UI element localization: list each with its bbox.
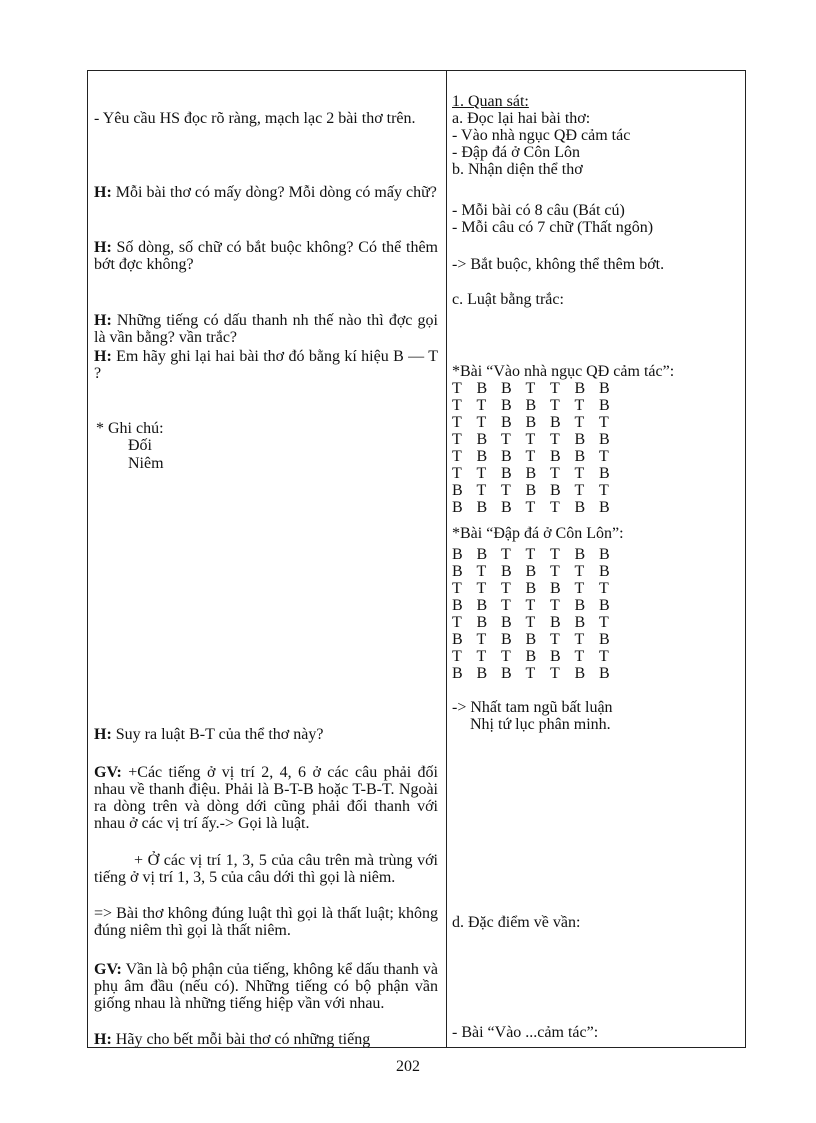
question-label: H:	[94, 184, 112, 201]
bt-row	[452, 580, 624, 597]
question-text: Suy ra luật B-T của thể thơ này?	[111, 726, 324, 743]
bt-mark: B	[599, 546, 610, 563]
bt-mark: T	[550, 597, 560, 614]
bt-mark: T	[501, 482, 511, 499]
question-text: Mỗi bài thơ có mấy dòng? Mỗi dòng có mấy chữ?	[111, 184, 437, 201]
bt-mark: T	[452, 648, 462, 665]
bt-mark: B	[476, 597, 488, 614]
bt-mark: B	[574, 597, 586, 614]
bt-row	[452, 631, 624, 648]
bt-mark: T	[476, 465, 487, 482]
bt-mark: B	[574, 431, 586, 448]
lesson-table	[87, 70, 746, 1048]
bt-mark: B	[599, 397, 610, 414]
bt-mark: T	[525, 499, 536, 516]
bt-mark: B	[525, 465, 537, 482]
bt-mark: B	[501, 465, 512, 482]
bt-mark: B	[550, 482, 561, 499]
bt-mark: B	[501, 614, 512, 631]
bt-row	[452, 614, 624, 631]
bt-mark: T	[501, 580, 511, 597]
question-rule	[94, 726, 438, 743]
left-column	[94, 71, 438, 1047]
teacher-explanation-rhyme	[94, 961, 438, 1012]
question-label: H:	[94, 239, 112, 256]
bt-mark: B	[525, 631, 537, 648]
bt-row	[452, 448, 624, 465]
bt-row	[452, 482, 624, 499]
bt-mark: B	[501, 448, 512, 465]
bt-mark: B	[476, 546, 488, 563]
bt-mark: B	[501, 665, 512, 682]
bt-mark: T	[476, 648, 487, 665]
bt-mark: T	[476, 482, 487, 499]
bt-mark: T	[525, 546, 536, 563]
bt-mark: T	[574, 482, 585, 499]
bt-mark: B	[550, 648, 561, 665]
question-text: Em hãy ghi lại hai bài thơ đó bằng kí hiệu B — T ?	[94, 348, 438, 382]
bt-mark: B	[599, 380, 610, 397]
bt-mark: T	[501, 431, 511, 448]
bt-mark: B	[452, 482, 463, 499]
bt-mark: B	[599, 465, 610, 482]
bt-mark: B	[574, 448, 586, 465]
rule-line-1: -> Nhất tam ngũ bất luận	[452, 699, 613, 716]
question-label: H:	[94, 1031, 112, 1048]
poem1-bt-grid	[452, 380, 624, 516]
bt-mark: B	[550, 414, 561, 431]
bt-mark: T	[525, 448, 536, 465]
section-heading-observe: 1. Quan sát:	[452, 93, 529, 110]
bt-mark: T	[574, 414, 585, 431]
bt-mark: T	[599, 580, 609, 597]
question-notation	[94, 348, 438, 382]
bt-mark: B	[525, 482, 537, 499]
bt-mark: T	[599, 614, 609, 631]
bt-mark: B	[574, 614, 586, 631]
bt-mark: B	[599, 665, 610, 682]
bt-row	[452, 546, 624, 563]
bt-mark: T	[525, 665, 536, 682]
teacher-label: GV:	[94, 764, 122, 781]
question-tones	[94, 312, 438, 346]
question-mandatory	[94, 239, 438, 273]
bt-mark: T	[476, 631, 487, 648]
bt-mark: T	[550, 563, 560, 580]
teacher-label: GV:	[94, 961, 122, 978]
bt-mark: B	[525, 414, 537, 431]
bt-row	[452, 380, 624, 397]
bt-mark: T	[501, 597, 511, 614]
bt-mark: T	[525, 380, 536, 397]
bt-row	[452, 465, 624, 482]
bt-mark: T	[452, 380, 462, 397]
bt-mark: B	[525, 580, 537, 597]
bt-mark: T	[574, 397, 585, 414]
bt-mark: B	[501, 499, 512, 516]
bt-mark: T	[452, 465, 462, 482]
question-text: Hãy cho bết mỗi bài thơ có những tiếng	[111, 1031, 371, 1048]
bt-row	[452, 431, 624, 448]
bt-mark: B	[599, 597, 610, 614]
teacher-text: Vần là bộ phận của tiếng, không kể dấu thanh và phụ âm đầu (nếu có). Những tiếng có bộ phận vần giống nhau là những tiếng hiệp vần với nhau.	[94, 961, 438, 1012]
bt-row	[452, 499, 624, 516]
question-line-count	[94, 184, 438, 201]
bt-mark: T	[476, 563, 487, 580]
bt-mark: B	[550, 614, 561, 631]
item-d: d. Đặc điểm về vần:	[452, 914, 581, 931]
poem2-title: *Bài “Đập đá ở Côn Lôn”:	[452, 525, 624, 542]
bt-mark: B	[525, 397, 537, 414]
rule-line-2: Nhị tứ lục phân minh.	[470, 716, 611, 733]
note-item-doi: Đối	[128, 437, 152, 454]
bt-mark: T	[574, 563, 585, 580]
right-column	[452, 71, 742, 1047]
bt-mark: T	[599, 414, 609, 431]
poem1-title: *Bài “Vào nhà ngục QĐ cảm tác”:	[452, 363, 675, 380]
question-text: Những tiếng có dấu thanh nh thế nào thì đợc gọi là vần bằng? vần trắc?	[94, 312, 438, 346]
page-number: 202	[396, 1058, 420, 1075]
bt-mark: T	[452, 431, 462, 448]
bt-mark: B	[501, 380, 512, 397]
rhyme-poem-1: - Bài “Vào ...cảm tác”:	[452, 1024, 599, 1041]
question-rhyme	[94, 1031, 438, 1048]
bt-mark: B	[599, 563, 610, 580]
bt-mark: T	[550, 665, 560, 682]
bt-mark: T	[501, 648, 511, 665]
bt-mark: T	[452, 580, 462, 597]
question-label: H:	[94, 312, 112, 329]
note-item-niem: Niêm	[128, 455, 164, 472]
bt-mark: B	[452, 631, 463, 648]
bt-mark: B	[476, 499, 488, 516]
bt-mark: T	[550, 397, 560, 414]
bt-mark: T	[550, 465, 560, 482]
poem-name-2: - Đập đá ở Côn Lôn	[452, 144, 580, 161]
bt-mark: B	[452, 597, 463, 614]
bt-mark: B	[476, 614, 488, 631]
bt-mark: B	[476, 665, 488, 682]
bt-mark: B	[550, 580, 561, 597]
bt-mark: B	[476, 380, 488, 397]
bt-mark: T	[476, 414, 487, 431]
question-label: H:	[94, 726, 112, 743]
question-label: H:	[94, 348, 112, 365]
bt-mark: B	[599, 499, 610, 516]
bt-mark: B	[452, 499, 463, 516]
item-a: a. Đọc lại hai bài thơ:	[452, 110, 591, 127]
bt-mark: B	[599, 631, 610, 648]
note-title: * Ghi chú:	[96, 420, 164, 437]
bt-mark: T	[599, 482, 609, 499]
bt-mark: B	[501, 414, 512, 431]
bt-mark: B	[452, 665, 463, 682]
bt-mark: T	[452, 397, 462, 414]
bt-row	[452, 563, 624, 580]
bt-mark: T	[452, 448, 462, 465]
instruction-read: - Yêu cầu HS đọc rõ ràng, mạch lạc 2 bài thơ trên.	[94, 110, 416, 127]
bt-mark: T	[550, 380, 560, 397]
bt-mark: T	[525, 431, 536, 448]
item-b: b. Nhận diện thể thơ	[452, 161, 583, 178]
bt-row	[452, 648, 624, 665]
bt-mark: T	[574, 465, 585, 482]
poem-name-1: - Vào nhà ngục QĐ cảm tác	[452, 127, 631, 144]
bt-row	[452, 665, 624, 682]
bt-mark: T	[550, 431, 560, 448]
bt-mark: B	[574, 665, 586, 682]
bt-mark: B	[452, 546, 463, 563]
bt-mark: B	[599, 431, 610, 448]
bt-mark: B	[574, 380, 586, 397]
bt-mark: T	[550, 631, 560, 648]
question-text: Số dòng, số chữ có bắt buộc không? Có thể thêm bớt đợc không?	[94, 239, 438, 273]
bt-mark: B	[476, 448, 488, 465]
bt-mark: T	[501, 546, 511, 563]
bt-mark: T	[452, 414, 462, 431]
bt-mark: T	[525, 614, 536, 631]
bt-mark: B	[574, 546, 586, 563]
bt-mark: B	[452, 563, 463, 580]
bt-mark: T	[525, 597, 536, 614]
bt-mark: T	[452, 614, 462, 631]
item-c: c. Luật bằng trắc:	[452, 291, 564, 308]
poem2-bt-grid	[452, 546, 624, 682]
bt-row	[452, 414, 624, 431]
bt-mark: B	[525, 648, 537, 665]
bt-mark: T	[574, 631, 585, 648]
bt-mark: T	[550, 546, 560, 563]
line-count-answer: - Mỗi bài có 8 câu (Bát cú)	[452, 202, 625, 219]
bt-mark: B	[501, 631, 512, 648]
bt-mark: T	[476, 397, 487, 414]
bt-row	[452, 397, 624, 414]
teacher-explanation-niem: + Ở các vị trí 1, 3, 5 của câu trên mà trùng với tiếng ở vị trí 1, 3, 5 của câu dới thì gọi là niêm.	[94, 852, 438, 886]
bt-mark: B	[550, 448, 561, 465]
bt-mark: T	[599, 448, 609, 465]
bt-mark: T	[574, 648, 585, 665]
teacher-explanation-rule	[94, 764, 438, 832]
bt-mark: B	[574, 499, 586, 516]
teacher-text: +Các tiếng ở vị trí 2, 4, 6 ở các câu phải đối nhau về thanh điệu. Phải là B-T-B hoặc T-B-T. Ngoài ra dòng trên và dòng dới cũng phải đối thanh với nhau ở các vị trí ấy.-> Gọi là luật.	[94, 764, 438, 832]
bt-mark: B	[476, 431, 488, 448]
mandatory-answer: -> Bắt buộc, không thể thêm bớt.	[452, 256, 665, 273]
bt-mark: T	[550, 499, 560, 516]
column-divider	[446, 71, 447, 1047]
bt-mark: T	[574, 580, 585, 597]
bt-mark: T	[476, 580, 487, 597]
teacher-conclusion: => Bài thơ không đúng luật thì gọi là thất luật; không đúng niêm thì gọi là thất niêm.	[94, 905, 438, 939]
bt-mark: B	[501, 397, 512, 414]
bt-mark: B	[525, 563, 537, 580]
word-count-answer: - Mỗi câu có 7 chữ (Thất ngôn)	[452, 219, 654, 236]
bt-mark: T	[599, 648, 609, 665]
bt-row	[452, 597, 624, 614]
bt-mark: B	[501, 563, 512, 580]
